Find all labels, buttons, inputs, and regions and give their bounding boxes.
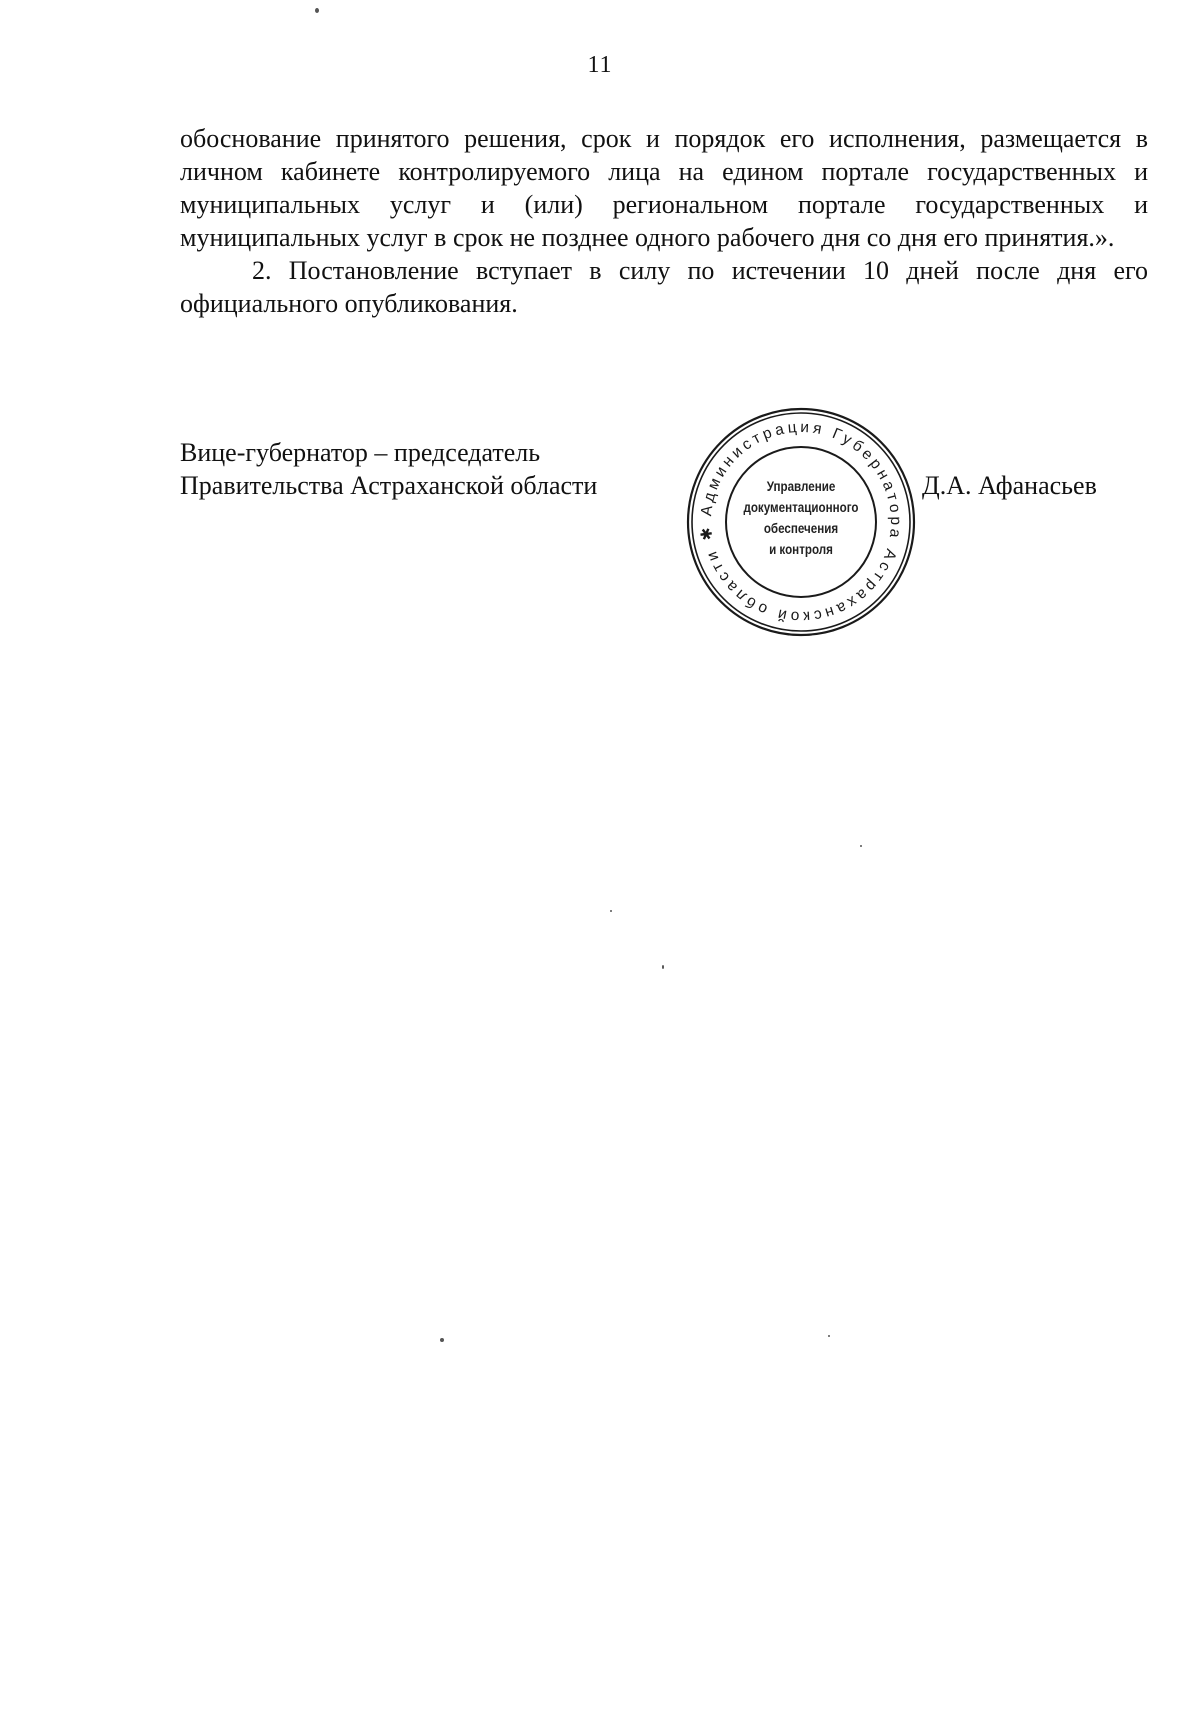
signer-name: Д.А. Афанасьев xyxy=(922,471,1097,500)
scan-speck xyxy=(662,965,664,969)
stamp-center-line-3: обеспечения xyxy=(763,521,839,536)
page-number: 11 xyxy=(587,52,613,78)
scan-speck xyxy=(440,1338,444,1342)
stamp-ring-text: Администрация Губернатора Астраханской области ✱ xyxy=(697,418,905,626)
body-paragraph-2: 2. Постановление вступает в силу по истечении 10 дней после дня его официального опубликования. xyxy=(180,256,1148,318)
document-body xyxy=(180,122,1148,320)
stamp-center-text xyxy=(740,476,862,560)
signer-title-line-1: Вице-губернатор – председатель xyxy=(180,438,541,467)
scan-speck xyxy=(610,910,612,912)
scan-speck xyxy=(860,845,862,847)
signer-title-line-2: Правительства Астраханской области xyxy=(180,471,598,500)
signer-title xyxy=(180,436,597,502)
stamp-center-line-2: документационного xyxy=(743,500,859,515)
scan-speck xyxy=(828,1335,830,1337)
stamp-center-line-1: Управление xyxy=(766,479,836,494)
body-paragraph-1: обоснование принятого решения, срок и порядок его исполнения, размещается в личном кабинете контролируемого лица на едином портале государственных и муниципальных услуг и (или) региональном портале государственных и муниципальных услуг в срок не позднее одного рабочего дня со дня его принятия.». xyxy=(180,124,1148,252)
official-stamp xyxy=(685,406,917,638)
stamp-center-line-4: и контроля xyxy=(769,542,833,557)
scan-speck xyxy=(315,8,319,13)
